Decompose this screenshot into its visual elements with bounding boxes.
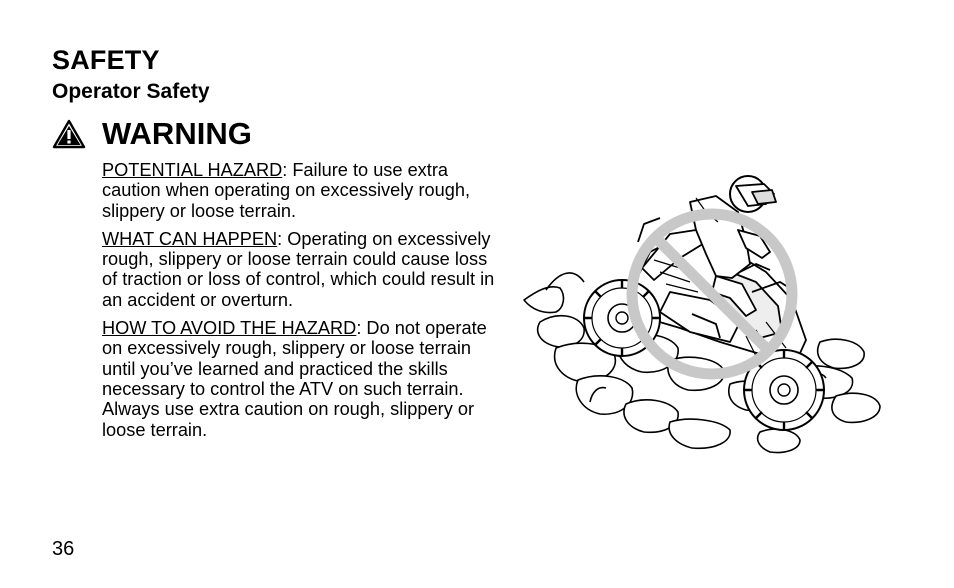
- subsection-title: Operator Safety: [52, 80, 210, 103]
- potential-hazard-paragraph: [102, 160, 506, 221]
- how-to-avoid-paragraph: [102, 318, 506, 440]
- how-to-avoid-label: HOW TO AVOID THE HAZARD: [102, 318, 357, 339]
- warning-header: [52, 114, 252, 154]
- what-can-happen-text: : Operating on excessively rough, slippery or loose terrain could cause loss of traction or loss of control, which could result in an accident or overturn.: [102, 228, 495, 310]
- potential-hazard-text: : Failure to use extra caution when operating on excessively rough, slippery or loose terrain.: [102, 160, 471, 221]
- warning-triangle-icon: [52, 119, 86, 149]
- warning-body: [102, 160, 506, 448]
- how-to-avoid-text: : Do not operate on excessively rough, slippery or loose terrain until you’ve learned and practiced the skills necessary to control the ATV on such terrain. Always use extra caution on rough, slippery or loose terrain.: [102, 318, 487, 440]
- what-can-happen-label: WHAT CAN HAPPEN: [102, 228, 278, 249]
- warning-title: WARNING: [102, 116, 252, 151]
- potential-hazard-label: POTENTIAL HAZARD: [102, 160, 283, 180]
- atv-on-rough-terrain-illustration: [520, 172, 885, 462]
- what-can-happen-paragraph: [102, 229, 506, 310]
- section-title: SAFETY: [52, 45, 160, 75]
- page-number: 36: [52, 538, 75, 560]
